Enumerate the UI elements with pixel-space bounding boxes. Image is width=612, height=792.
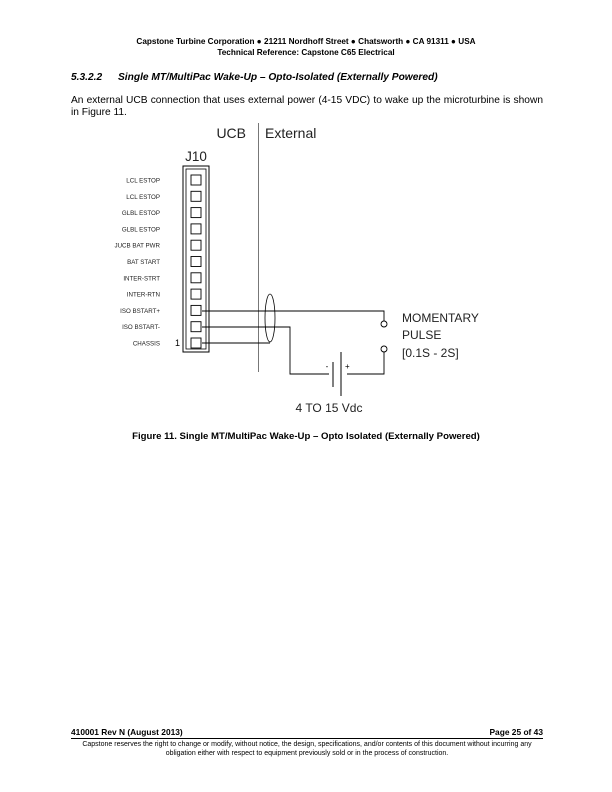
- header-doc-title: Technical Reference: Capstone C65 Electrical: [217, 48, 395, 57]
- pin-box: [191, 273, 201, 283]
- external-label: External: [265, 125, 317, 141]
- wires: [202, 311, 384, 374]
- wire-bstart-plus: [202, 311, 384, 321]
- pin-label: CHASSIS: [132, 340, 160, 348]
- pin-box: [191, 257, 201, 267]
- connector-label: J10: [185, 149, 207, 164]
- pin-label: GLBL ESTOP: [121, 226, 160, 234]
- body-paragraph: An external UCB connection that uses external power (4-15 VDC) to wake up the microturbine is shown in Figure 11.: [71, 95, 543, 118]
- pin-label: ISO BSTART+: [120, 307, 160, 315]
- battery-minus: -: [325, 362, 329, 371]
- footer-rule: [71, 738, 543, 739]
- voltage-label: 4 TO 15 Vdc: [295, 401, 363, 415]
- switch-label-pulse: PULSE: [402, 328, 442, 342]
- pin-box: [191, 289, 201, 299]
- wire-switch-return: [347, 352, 384, 374]
- wire-bstart-minus: [202, 327, 329, 374]
- footer-doc-id: 410001 Rev N (August 2013): [71, 727, 183, 737]
- pin-box: [191, 208, 201, 218]
- pin-box: [191, 240, 201, 250]
- pin-label: ISO BSTART-: [122, 324, 160, 332]
- ucb-label: UCB: [216, 125, 246, 141]
- section-number: 5.3.2.2: [71, 72, 103, 83]
- switch-label-momentary: MOMENTARY: [402, 311, 479, 325]
- footer-page-number: Page 25 of 43: [489, 727, 543, 737]
- pin-label: LCL ESTOP: [126, 193, 160, 201]
- pin-label: INTER-STRT: [123, 275, 160, 283]
- pin-one-label: 1: [174, 338, 180, 348]
- switch-contact-top: [381, 321, 387, 327]
- switch-label-duration: [0.1S - 2S]: [402, 346, 459, 360]
- pin-box: [191, 305, 201, 315]
- switch-contact-bottom: [381, 346, 387, 352]
- connector-pins: [115, 175, 202, 348]
- pin-label: LCL ESTOP: [126, 177, 160, 185]
- pin-box: [191, 338, 201, 348]
- pin-box: [191, 175, 201, 185]
- section-title: Single MT/MultiPac Wake-Up – Opto-Isolated (Externally Powered): [118, 72, 438, 83]
- shield-loop: [265, 294, 275, 342]
- pin-box: [191, 224, 201, 234]
- pin-label: GLBL ESTOP: [121, 210, 160, 218]
- pin-label: INTER-RTN: [126, 291, 160, 299]
- pin-label: BAT START: [127, 259, 160, 266]
- header-address: Capstone Turbine Corporation ● 21211 Nordhoff Street ● Chatsworth ● CA 91311 ● USA: [136, 37, 476, 46]
- battery-plus: +: [345, 362, 350, 371]
- figure-caption: Figure 11. Single MT/MultiPac Wake-Up – Opto Isolated (Externally Powered): [132, 431, 480, 442]
- pin-box: [191, 191, 201, 201]
- pin-label: JUCB BAT PWR: [114, 242, 160, 250]
- footer-top-line: [71, 727, 543, 737]
- footer-disclaimer: Capstone reserves the right to change or modify, without notice, the design, specifications, and/or contents of this document without incurring any obligation either with respect to equipment previously sold or in the process of construction.: [82, 741, 532, 757]
- pin-box: [191, 322, 201, 332]
